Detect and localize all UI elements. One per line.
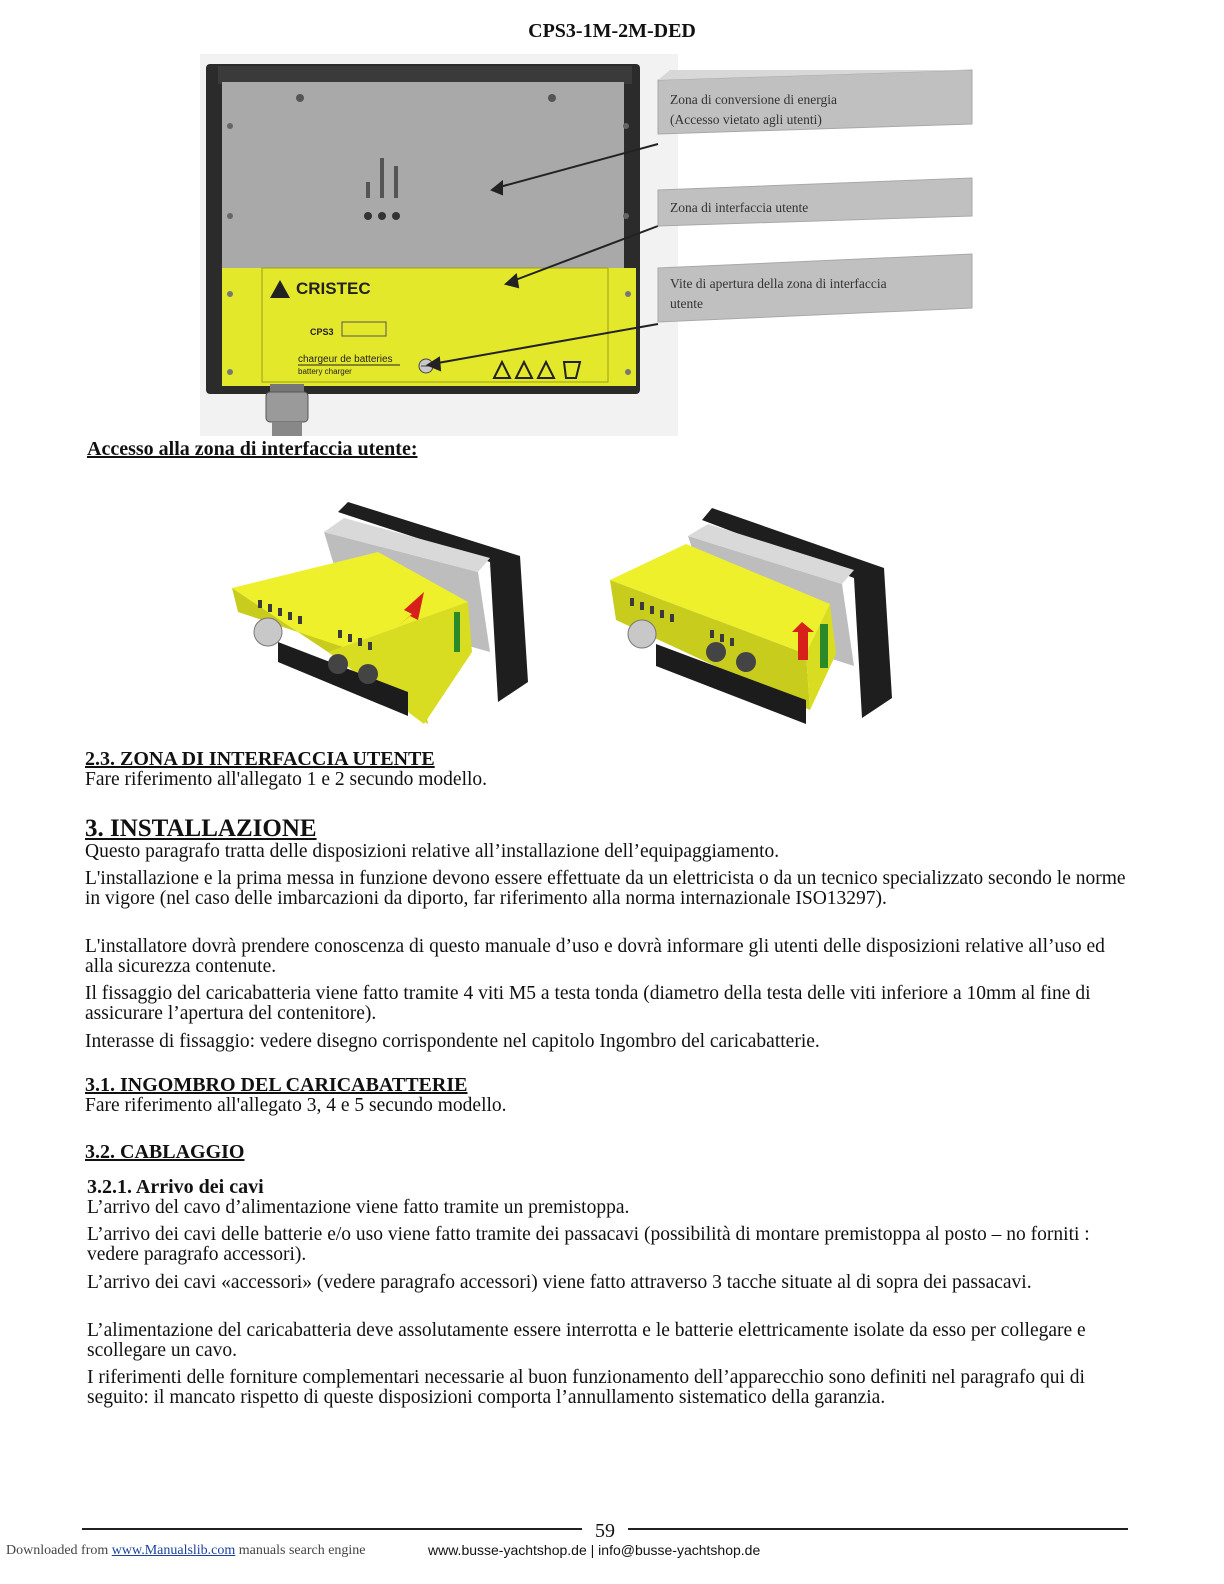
section-2-3-title: 2.3. ZONA DI INTERFACCIA UTENTE <box>85 748 435 770</box>
section-3-2-1-paragraph: I riferimenti delle forniture complementari necessarie al buon funzionamento dell’apparecchio sono definiti nel paragrafo qui di seguito: il mancato rispetto di queste disposizioni comporta l’annullamento sistematico della garanzia. <box>87 1367 1085 1408</box>
page-number: 59 <box>595 1520 615 1542</box>
document-header: CPS3-1M-2M-DED <box>528 20 696 42</box>
section-3-paragraph: Il fissaggio del caricabatteria viene fatto tramite 4 viti M5 a testa tonda (diametro della testa delle viti inferiore a 10mm al fine di assicurare l’apertura del contenitore). <box>85 983 1091 1024</box>
footer-website[interactable]: www.busse-yachtshop.de | info@busse-yachtshop.de <box>428 1542 761 1558</box>
callout-opening-screw <box>658 254 972 322</box>
led-indicator <box>378 212 386 220</box>
device-text-en: battery charger <box>298 367 352 376</box>
brand-label: CRISTEC <box>296 279 371 298</box>
svg-text:Zona di conversione di energia: Zona di conversione di energia <box>670 92 837 107</box>
footer-rule-left <box>82 1528 582 1530</box>
svg-text:Zona di interfaccia utente: Zona di interfaccia utente <box>670 200 809 215</box>
model-label: CPS3 <box>310 327 334 337</box>
charger-open-step-2-figure <box>606 504 906 728</box>
download-source <box>6 1543 366 1559</box>
section-2-3-text: Fare riferimento all'allegato 1 e 2 secundo modello. <box>85 769 488 790</box>
section-3-paragraph: L'installatore dovrà prendere conoscenza di questo manuale d’uso e dovrà informare gli utenti delle disposizioni relative all’uso ed alla sicurezza contenute. <box>85 936 1105 977</box>
device-text-fr: chargeur de batteries <box>298 354 393 365</box>
led-indicator <box>392 212 400 220</box>
section-3-2-1-paragraph: L’arrivo dei cavi «accessori» (vedere paragrafo accessori) viene fatto attraverso 3 tacche situate al di sopra dei passacavi. <box>87 1272 1032 1293</box>
charger-open-step-1-figure <box>228 492 538 728</box>
section-3-2-1-paragraph: L’arrivo del cavo d’alimentazione viene fatto tramite un premistoppa. <box>87 1197 630 1218</box>
svg-text:(Accesso vietato agli utenti): (Accesso vietato agli utenti) <box>670 112 822 127</box>
cable-gland <box>254 618 282 646</box>
energy-conversion-zone <box>222 82 624 272</box>
svg-text:utente: utente <box>670 296 703 311</box>
footer-rule-right <box>628 1528 1128 1530</box>
section-3-2-1-title: 3.2.1. Arrivo dei cavi <box>87 1176 264 1198</box>
led-indicator <box>364 212 372 220</box>
callout-energy-zone <box>658 70 972 134</box>
section-3-paragraph: Interasse di fissaggio: vedere disegno corrispondente nel capitolo Ingombro del caricabatterie. <box>85 1031 820 1052</box>
section-3-paragraph: L'installazione e la prima messa in funzione devono essere effettuate da un elettricista o da un tecnico specializzato secondo le norme in vigore (nel caso delle imbarcazioni da diporto, far riferimento alla norma internazionale ISO13297). <box>85 868 1126 909</box>
svg-text:Vite di apertura della zona di: Vite di apertura della zona di interfaccia <box>670 276 887 291</box>
section-3-paragraph: Questo paragrafo tratta delle disposizioni relative all’installazione dell’equipaggiamento. <box>85 841 780 862</box>
cable-gland <box>628 620 656 648</box>
section-3-2-1-paragraph: L’alimentazione del caricabatteria deve assolutamente essere interrotta e le batterie elettricamente isolate da esso per collegare e scollegare un cavo. <box>87 1320 1086 1361</box>
callout-interface-zone <box>658 178 972 226</box>
download-source-engine: manuals search engine <box>238 1543 366 1558</box>
section-3-2-title: 3.2. CABLAGGIO <box>85 1141 245 1163</box>
section-3-2-1-paragraph: L’arrivo dei cavi delle batterie e/o uso viene fatto tramite dei passacavi (possibilità di montare premistoppa al posto – no forniti : vedere paragrafo accessori). <box>87 1224 1090 1265</box>
manualslib-link[interactable]: www.Manualslib.com <box>111 1543 236 1558</box>
access-heading: Accesso alla zona di interfaccia utente: <box>87 438 418 460</box>
section-3-1-text: Fare riferimento all'allegato 3, 4 e 5 secundo modello. <box>85 1095 507 1116</box>
section-3-1-title: 3.1. INGOMBRO DEL CARICABATTERIE <box>85 1074 468 1096</box>
charger-front-figure <box>200 54 990 436</box>
download-source-text: Downloaded from <box>6 1543 109 1558</box>
section-3-title: 3. INSTALLAZIONE <box>85 815 317 842</box>
